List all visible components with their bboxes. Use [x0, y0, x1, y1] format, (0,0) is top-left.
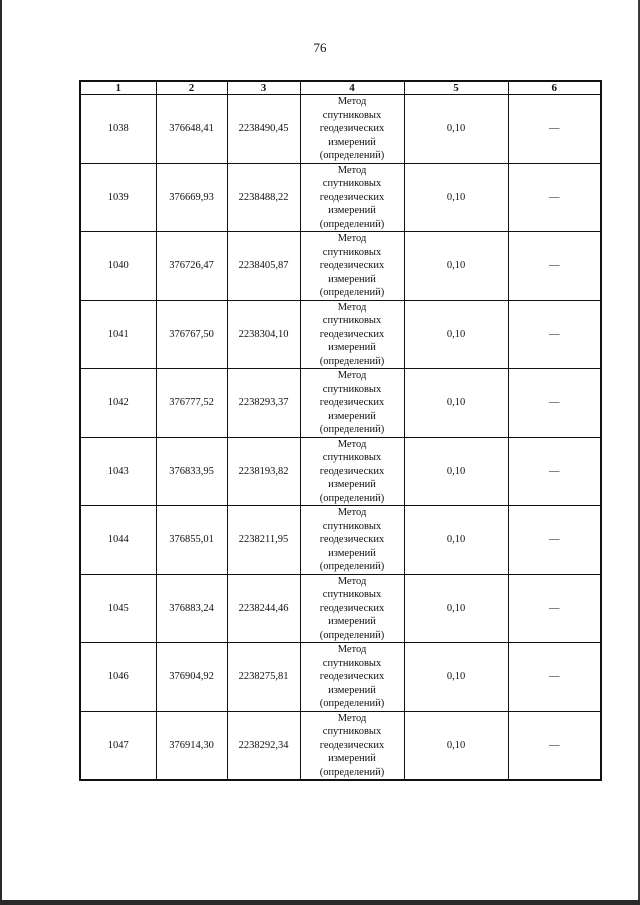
method-line: (определений): [319, 561, 385, 572]
coord-y-cell: 2238244,46: [227, 574, 300, 643]
method-line: геодезических: [319, 465, 385, 477]
method-line: спутниковых: [322, 315, 382, 326]
method-line: спутниковых: [322, 246, 382, 258]
method-line: геодезических: [319, 602, 385, 614]
method-line: геодезических: [319, 739, 385, 751]
point-number-cell: 1038: [80, 95, 156, 164]
point-number-cell: 1039: [80, 163, 156, 232]
method-cell: [300, 437, 404, 506]
note-cell: —: [508, 437, 601, 506]
accuracy-cell: 0,10: [404, 300, 508, 369]
accuracy-cell: 0,10: [404, 574, 508, 643]
note-cell: —: [508, 574, 601, 643]
note-cell: —: [508, 643, 601, 712]
table-row: [80, 437, 601, 506]
coord-y-cell: 2238292,34: [227, 711, 300, 780]
table-row: [80, 95, 601, 164]
method-line: спутниковых: [322, 452, 382, 463]
note-cell: —: [508, 506, 601, 575]
scan-edge-left: [0, 0, 2, 905]
header-col-3: 3: [227, 81, 300, 95]
scan-edge-bottom: [0, 900, 640, 905]
method-line: (определений): [319, 218, 385, 230]
header-col-6: 6: [508, 81, 601, 95]
note-cell: —: [508, 232, 601, 301]
accuracy-cell: 0,10: [404, 643, 508, 712]
coord-y-cell: 2238490,45: [227, 95, 300, 164]
method-line: (определений): [319, 355, 385, 367]
method-line: геодезических: [319, 123, 385, 134]
method-line: измерений: [328, 616, 376, 627]
point-number-cell: 1042: [80, 369, 156, 438]
method-cell: [300, 232, 404, 301]
coord-x-cell: 376883,24: [156, 574, 227, 643]
table-row: [80, 232, 601, 301]
coord-x-cell: 376833,95: [156, 437, 227, 506]
point-number-cell: 1040: [80, 232, 156, 301]
header-col-2: 2: [156, 81, 227, 95]
method-cell: [300, 643, 404, 712]
accuracy-cell: 0,10: [404, 95, 508, 164]
point-number-cell: 1045: [80, 574, 156, 643]
table-row: [80, 163, 601, 232]
method-line: измерений: [328, 205, 376, 216]
table-row: [80, 643, 601, 712]
accuracy-cell: 0,10: [404, 506, 508, 575]
header-col-5: 5: [404, 81, 508, 95]
header-col-1: 1: [80, 81, 156, 95]
coord-y-cell: 2238211,95: [227, 506, 300, 575]
accuracy-cell: 0,10: [404, 369, 508, 438]
note-cell: —: [508, 711, 601, 780]
method-cell: [300, 574, 404, 643]
coord-x-cell: 376777,52: [156, 369, 227, 438]
header-col-4: 4: [300, 81, 404, 95]
point-number-cell: 1046: [80, 643, 156, 712]
coord-x-cell: 376914,30: [156, 711, 227, 780]
coord-x-cell: 376669,93: [156, 163, 227, 232]
coordinates-table: [79, 80, 602, 781]
method-line: Метод: [337, 438, 367, 450]
method-line: спутниковых: [322, 383, 382, 395]
method-line: Метод: [337, 96, 367, 107]
method-line: (определений): [319, 424, 385, 435]
method-line: измерений: [328, 753, 376, 764]
method-line: Метод: [337, 164, 367, 176]
accuracy-cell: 0,10: [404, 232, 508, 301]
method-line: спутниковых: [322, 657, 382, 669]
table-row: [80, 574, 601, 643]
method-line: Метод: [337, 507, 367, 518]
method-line: геодезических: [319, 328, 385, 340]
coord-y-cell: 2238304,10: [227, 300, 300, 369]
table-row: [80, 300, 601, 369]
method-cell: [300, 163, 404, 232]
method-line: спутниковых: [322, 520, 382, 532]
method-line: (определений): [319, 629, 385, 641]
method-line: (определений): [319, 287, 385, 298]
method-cell: [300, 95, 404, 164]
note-cell: —: [508, 300, 601, 369]
coord-x-cell: 376904,92: [156, 643, 227, 712]
method-line: спутниковых: [322, 589, 382, 600]
coord-x-cell: 376648,41: [156, 95, 227, 164]
method-line: геодезических: [319, 534, 385, 545]
method-line: спутниковых: [322, 726, 382, 737]
table-body: [80, 95, 601, 781]
accuracy-cell: 0,10: [404, 437, 508, 506]
coord-y-cell: 2238275,81: [227, 643, 300, 712]
method-cell: [300, 369, 404, 438]
method-line: измерений: [328, 479, 376, 490]
method-line: (определений): [319, 698, 385, 709]
accuracy-cell: 0,10: [404, 163, 508, 232]
coord-x-cell: 376767,50: [156, 300, 227, 369]
note-cell: —: [508, 369, 601, 438]
method-line: (определений): [319, 492, 385, 504]
method-line: геодезических: [319, 191, 385, 203]
method-cell: [300, 300, 404, 369]
page-number: 76: [313, 40, 327, 55]
method-line: (определений): [319, 150, 385, 161]
point-number-cell: 1047: [80, 711, 156, 780]
coord-x-cell: 376855,01: [156, 506, 227, 575]
method-line: измерений: [328, 684, 376, 696]
table-header-row: [80, 81, 601, 95]
coord-y-cell: 2238193,82: [227, 437, 300, 506]
method-cell: [300, 711, 404, 780]
method-line: геодезических: [319, 671, 385, 682]
method-line: измерений: [328, 342, 376, 353]
method-line: измерений: [328, 136, 376, 148]
point-number-cell: 1041: [80, 300, 156, 369]
method-line: спутниковых: [322, 178, 382, 189]
method-line: Метод: [337, 644, 367, 655]
method-line: спутниковых: [322, 109, 382, 121]
method-line: измерений: [328, 273, 376, 285]
method-line: Метод: [337, 370, 367, 381]
method-line: Метод: [337, 233, 367, 244]
accuracy-cell: 0,10: [404, 711, 508, 780]
point-number-cell: 1043: [80, 437, 156, 506]
coord-y-cell: 2238405,87: [227, 232, 300, 301]
note-cell: —: [508, 163, 601, 232]
method-line: Метод: [337, 301, 367, 313]
method-cell: [300, 506, 404, 575]
method-line: Метод: [337, 712, 367, 724]
method-line: Метод: [337, 575, 367, 587]
coord-y-cell: 2238488,22: [227, 163, 300, 232]
method-line: измерений: [328, 410, 376, 422]
table-row: [80, 711, 601, 780]
table-row: [80, 506, 601, 575]
note-cell: —: [508, 95, 601, 164]
method-line: геодезических: [319, 397, 385, 408]
coord-x-cell: 376726,47: [156, 232, 227, 301]
coord-y-cell: 2238293,37: [227, 369, 300, 438]
method-line: измерений: [328, 547, 376, 559]
method-line: геодезических: [319, 260, 385, 271]
point-number-cell: 1044: [80, 506, 156, 575]
method-line: (определений): [319, 766, 385, 778]
table-row: [80, 369, 601, 438]
